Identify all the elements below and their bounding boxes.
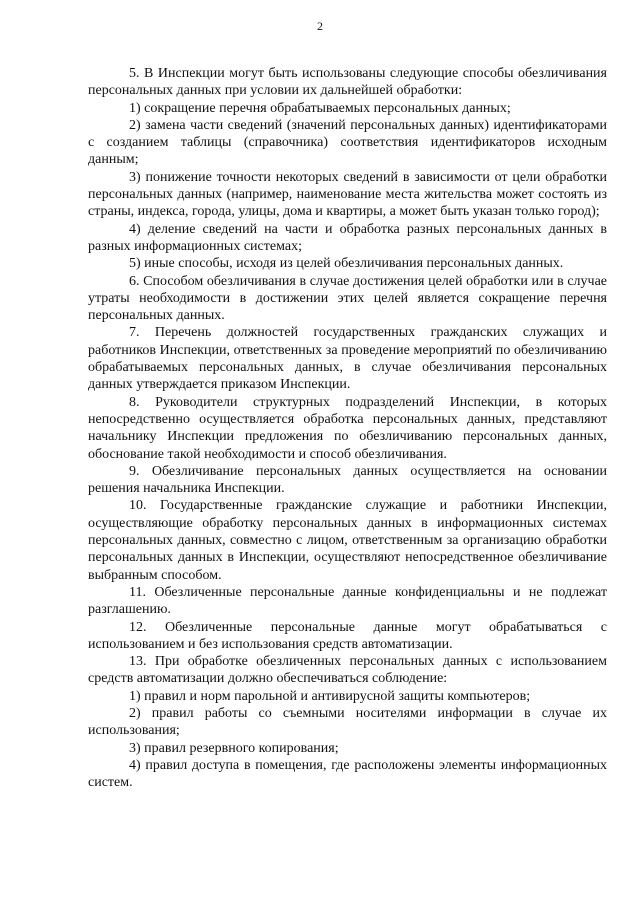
list-item-13-3: 3) правил резервного копирования; (129, 740, 339, 756)
paragraph-item-13-intro: 13. При обработке обезличенных персональных данных с использованием средств автоматизации должно обеспечиваться соблюдение: (88, 654, 607, 687)
paragraph-item-8: 8. Руководители структурных подразделений Инспекции, в которых непосредственно осуществляется обработка персональных данных, представляют начальнику Инспекции предложения по обезличиванию персональных данных, обоснование такой необходимости и способ обезличивания. (88, 394, 607, 462)
paragraph-item-12: 12. Обезличенные персональные данные могут обрабатываться с использованием и без использования средств автоматизации. (88, 619, 607, 652)
paragraph-item-5-intro: 5. В Инспекции могут быть использованы следующие способы обезличивания персональных данных при условии их дальнейшей обработки: (88, 66, 607, 99)
list-item-5: 5) иные способы, исходя из целей обезличивания персональных данных. (129, 256, 564, 272)
list-item-13-4: 4) правил доступа в помещения, где расположены элементы информационных систем. (88, 757, 607, 791)
list-item-3: 3) понижение точности некоторых сведений в зависимости от цели обработки персональных данных (например, наименование места жительства может состоять из страны, индекса, города, улицы, дома и квартиры, а может быть указан только город); (88, 169, 607, 220)
paragraph-item-7: 7. Перечень должностей государственных гражданских служащих и работников Инспекции, ответственных за проведение мероприятий по обезличиванию обрабатываемых персональных данных, в случае обезличивания персональных данных утверждается приказом Инспекции. (88, 325, 607, 393)
page-number: 2 (317, 19, 323, 33)
paragraph-item-6: 6. Способом обезличивания в случае достижения целей обработки или в случае утраты необходимости в достижении этих целей является сокращение перечня персональных данных. (88, 273, 607, 324)
paragraph-item-9: 9. Обезличивание персональных данных осуществляется на основании решения начальника Инспекции. (88, 463, 607, 497)
paragraph-item-11: 11. Обезличенные персональные данные конфиденциальны и не подлежат разглашению. (88, 584, 607, 618)
list-item-4: 4) деление сведений на части и обработка разных персональных данных в разных информационных системах; (88, 221, 607, 254)
list-item-13-2: 2) правил работы со съемными носителями информации в случае их использования; (88, 705, 607, 739)
list-item-13-1: 1) правил и норм парольной и антивирусной защиты компьютеров; (129, 688, 531, 704)
list-item-2: 2) замена части сведений (значений персональных данных) идентификаторами с созданием таблицы (справочника) соответствия идентификаторов исходным данным; (88, 117, 607, 168)
list-item-1: 1) сокращение перечня обрабатываемых персональных данных; (129, 100, 511, 116)
paragraph-item-10: 10. Государственные гражданские служащие и работники Инспекции, осуществляющие обработку персональных данных в информационных системах персональных данных, совместно с лицом, ответственным за организацию обработки персональных данных в Инспекции, осуществляют непосредственное обезличивание выбранным способом. (88, 498, 607, 583)
document-body (88, 65, 607, 791)
